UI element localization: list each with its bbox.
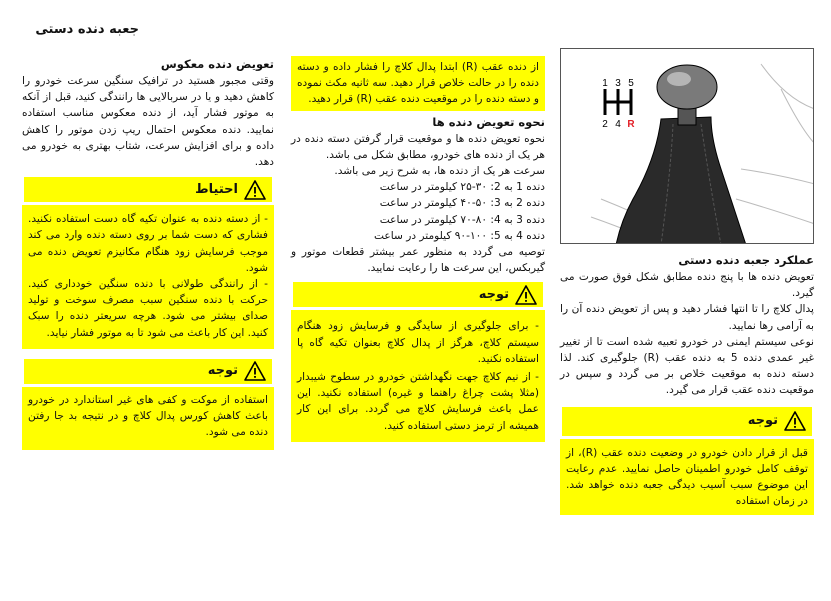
caution-item: - از دسته دنده به عنوان تکیه گاه دست استفاده نکنید. فشاری که دست شما بر روی دسته دنده وارد می کند موجب فرسایش زود هنگام مکانیزم تعویض دنده می شود. <box>28 213 268 274</box>
notice-header-right <box>560 405 814 439</box>
shifting-intro: نحوه تعویض دنده ها و موقعیت قرار گرفتن دسته دنده در هر یک از دنده های خودرو، مطابق شکل می باشد. <box>291 132 545 161</box>
gearbox-paragraph: تعویض دنده ها با پنج دنده مطابق شکل فوق صورت می گیرد. <box>560 271 814 300</box>
gear-2-label: 2 <box>602 119 608 130</box>
gearbox-paragraph: نوعی سیستم ایمنی در خودرو تعبیه شده است تا از تغییر غیر عمدی دنده 5 به دنده عقب (R) جلوگیری کند. لذا دسته دنده به موقعیت خلاص بر می گردد و سپس در موقعیت دنده عقب قرار می گیرد. <box>560 335 815 397</box>
speed-row: دنده 3 به 4: ۸۰-۷۰ کیلومتر در ساعت <box>379 213 545 226</box>
warning-icon <box>784 411 806 431</box>
notice-box-middle <box>291 310 545 441</box>
caution-title: احتیاط <box>195 181 238 197</box>
gear-3-label: 3 <box>615 78 621 89</box>
warning-icon <box>515 285 537 305</box>
speed-row: دنده 2 به 3: ۵۰-۴۰ کیلومتر در ساعت <box>379 197 545 210</box>
gear-reverse-label: R <box>627 119 635 130</box>
gear-shift-illustration <box>561 49 814 244</box>
shift-pattern <box>605 89 631 115</box>
downshift-heading: تعویض دنده معکوس <box>160 57 274 71</box>
notice-title-right: توجه <box>747 413 778 429</box>
notice-item: - برای جلوگیری از سایدگی و فرسایش زود هنگام سیستم کلاچ، هرگز از پدال کلاچ بعنوان تکیه گاه پا استفاده نکنید. <box>297 320 539 365</box>
middle-column <box>291 56 545 442</box>
warning-icon <box>244 361 266 381</box>
gear-boot <box>616 117 746 244</box>
gear-4-label: 4 <box>615 119 621 130</box>
shifting-heading: نحوه تعویض دنده ها <box>432 114 545 129</box>
notice-box-right <box>560 439 814 516</box>
caution-header <box>22 175 274 205</box>
caution-item: - از رانندگی طولانی با دنده سنگین خودداری کنید. حرکت با دنده سنگین سبب مصرف سوخت و تولید صدای بیشتر می شود. هرچه سریعتر دنده را سبک کنید. این کار باعث می شود تا به موتور فشار نیاید. <box>28 278 268 339</box>
speed-row: دنده 4 به 5: ۱۰۰-۹۰ کیلومتر در ساعت <box>374 229 545 242</box>
reverse-instruction: از دنده عقب (R) ابتدا پدال کلاچ را فشار داده و دسته دنده را در حالت خلاص قرار دهید. سه ثانیه مکث نموده و دسته دنده را در موقعیت دنده عقب (R) قرار دهید. <box>297 61 540 106</box>
page-title: جعبه دنده دستی <box>35 22 139 37</box>
left-column <box>22 56 274 450</box>
notice-item: - از نیم کلاچ جهت نگهداشتن خودرو در سطوح شیبدار (مثلا پشت چراغ راهنما و غیره) استفاده نکنید. این عمل باعث فرسایش کلاچ می گردد. برای این کار همیشه از ترمز دستی استفاده کنید. <box>297 371 539 432</box>
downshift-text: وقتی مجبور هستید در ترافیک سنگین سرعت خودرو را کاهش دهید و یا در سربالایی ها رانندگی کنید، قبل از آنکه به موتور فشار آید، از دنده معکوس مناسب استفاده نمایید. دنده معکوس احتمال ریپ زدن موتور را کاهش داده و برای افزایش سرعت، شتاب بهتری به خودرو می دهد. <box>22 75 274 169</box>
notice-box-left <box>22 387 274 451</box>
notice-text-right: قبل از قرار دادن خودرو در وضعیت دنده عقب (R)، از توقف کامل خودرو اطمینان حاصل نمایید. عدم رعایت این موضوع سبب آسیب دیدگی جعبه دنده خواهد شد. در زمان استفاده <box>566 446 808 508</box>
notice-header-middle <box>291 280 545 310</box>
gearbox-paragraph: پدال کلاچ را تا انتها فشار دهید و پس از تعویض دنده آن را به آرامی رها نمایید. <box>560 303 814 332</box>
notice-title-left: توجه <box>207 363 238 379</box>
speed-recommendation: توصیه می گردد به منظور عمر بیشتر قطعات موتور و گیربکس، این سرعت ها را رعایت نمایید. <box>291 246 545 275</box>
gear-knob <box>657 65 717 109</box>
warning-icon <box>244 180 266 200</box>
gear-shift-figure <box>560 48 814 244</box>
right-column <box>560 252 814 515</box>
speed-intro: سرعت هر یک از دنده ها، به شرح زیر می باشد. <box>334 165 545 178</box>
notice-text-left: استفاده از موکت و کفی های غیر استاندارد در خودرو باعث کاهش کورس پدال کلاچ و در نتیجه بد جا رفتن دنده می شود. <box>28 393 268 439</box>
gear-5-label: 5 <box>628 78 634 89</box>
reverse-instruction-box <box>291 56 545 111</box>
notice-header-left <box>22 357 274 387</box>
caution-box <box>22 205 274 349</box>
notice-title-middle: توجه <box>478 286 509 302</box>
manual-gearbox-heading: عملکرد جعبه دنده دستی <box>678 253 814 267</box>
speed-row: دنده 1 به 2: ۳۰-۲۵ کیلومتر در ساعت <box>379 181 545 194</box>
gear-1-label: 1 <box>602 78 608 89</box>
